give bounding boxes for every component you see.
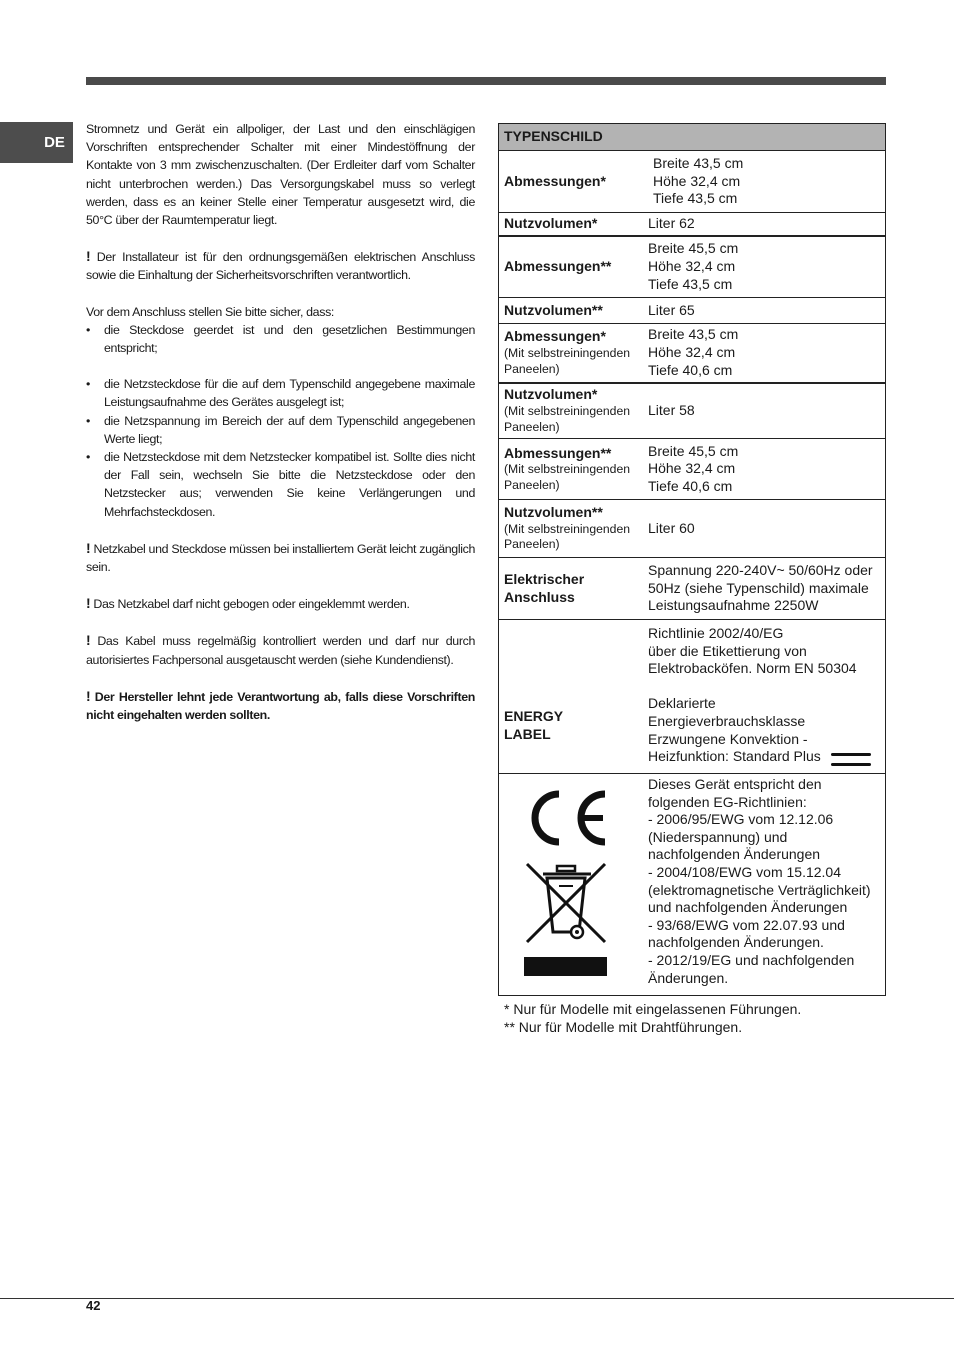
typenschild-table: [498, 123, 886, 996]
table-row: Abmessungen** Breite 45,5 cm Höhe 32,4 cm Tiefe 43,5 cm: [499, 236, 886, 298]
warning-mark: !: [86, 632, 91, 649]
list-item: • die Netzspannung im Bereich der auf dem Typenschild angegebenen Werte liegt;: [86, 412, 475, 448]
warning-accessible: ! Netzkabel und Steckdose müssen bei installiertem Gerät leicht zugänglich sein.: [86, 539, 476, 575]
warning-installer: ! Der Installateur ist für den ordnungsgemäßen elektrischen Anschluss sowie die Einhaltung der Sicherheitsvorschriften verantwortlich.: [86, 248, 476, 283]
list-item: • die Netzsteckdose mit dem Netzstecker kompatibel ist. Sollte dies nicht der Fall sein, wechseln Sie bitte die Netzsteckdose oder den Netzstecker aus; verwenden Sie keine Verlängerungen und Mehrfachsteckdosen.: [86, 448, 475, 521]
list-item: • die Netzsteckdose für die auf dem Typenschild angegebene maximale Leistungsaufnahme des Gerätes ausgelegt ist;: [86, 375, 475, 411]
list-item: • die Steckdose geerdet ist und den gesetzlichen Bestimmungen entspricht;: [86, 321, 475, 357]
check-list: [86, 321, 475, 357]
table-row: Nutzvolumen* Liter 62: [499, 213, 886, 236]
table-row: Nutzvolumen** (Mit selbstreiningenden Paneelen) Liter 60: [499, 500, 886, 558]
header-rule: [86, 77, 886, 85]
heating-bars-icon: [831, 746, 871, 766]
warning-mark: !: [86, 687, 91, 704]
check-list-2: [86, 375, 475, 521]
ce-mark-icon: [521, 788, 611, 848]
table-row: Abmessungen* Breite 43,5 cm Höhe 32,4 cm Tiefe 43,5 cm: [499, 151, 886, 213]
footer-rule: [0, 1298, 954, 1299]
crossed-bin-icon: [521, 860, 611, 946]
intro-paragraph: Stromnetz und Gerät ein allpoliger, der Last und den einschlägigen Vorschriften entsprechender Schalter mit einer Mindestöffnung der Kontakte von 3 mm zwischenzuschalten. (Der Erdleiter darf vom Schalter nicht unterbrochen werden.) Das Versorgungskabel muss so verlegt werden, dass es an keiner Stelle einer Temperatur ausgesetzt wird, die 50°C über der Raumtemperatur liegt.: [86, 122, 475, 228]
table-row: Nutzvolumen** Liter 65: [499, 298, 886, 324]
warning-mark: !: [86, 248, 91, 265]
table-row: Dieses Gerät entspricht den folgenden EG-Richtlinien: - 2006/95/EWG vom 12.12.06 (Niederspannung) und nachfolgenden Änderungen - 2004/108/EWG vom 15.12.04 (elektromagnetische Verträglichkeit) und nachfolgenden Änderungen - 93/68/EWG vom 22.07.93 und nachfolgenden Änderungen. - 2012/19/EG und nachfolgenden Änderungen.: [499, 774, 886, 996]
table-header: TYPENSCHILD: [499, 124, 886, 151]
warning-liability: ! Der Hersteller lehnt jede Verantwortung ab, falls diese Vorschriften nicht eingehalten werden sollten.: [86, 687, 475, 723]
table-row: Nutzvolumen* (Mit selbstreiningenden Paneelen) Liter 58: [499, 383, 886, 439]
check-intro: Vor dem Anschluss stellen Sie bitte sicher, dass:: [86, 304, 335, 319]
warning-bent-cable: ! Das Netzkabel darf nicht gebogen oder eingeklemmt werden.: [86, 595, 410, 612]
footnote-single: * Nur für Modelle mit eingelassenen Führungen.: [504, 1001, 802, 1017]
black-bar: [524, 957, 607, 976]
warning-mark: !: [86, 595, 91, 612]
language-tab: DE: [0, 122, 73, 163]
table-row: Elektrischer Anschluss Spannung 220-240V~ 50/60Hz oder 50Hz (siehe Typenschild) maximale Leistungsaufnahme 2250W: [499, 558, 886, 620]
page-number: 42: [86, 1298, 101, 1313]
warning-inspection: ! Das Kabel muss regelmäßig kontrolliert werden und darf nur durch autorisiertes Fachpersonal ausgetauscht werden (siehe Kundendienst).: [86, 632, 475, 667]
warning-mark: !: [86, 539, 91, 556]
footnotes: [504, 1001, 801, 1036]
table-row: Abmessungen** (Mit selbstreiningenden Paneelen) Breite 45,5 cm Höhe 32,4 cm Tiefe 40,6 cm: [499, 439, 886, 500]
footnote-double: ** Nur für Modelle mit Drahtführungen.: [504, 1018, 743, 1035]
table-row: Abmessungen* (Mit selbstreiningenden Paneelen) Breite 43,5 cm Höhe 32,4 cm Tiefe 40,6 cm: [499, 324, 886, 383]
table-row: ENERGY LABEL Richtlinie 2002/40/EG über die Etikettierung von Elektrobacköfen. Norm EN 50304 Deklarierte Energieverbrauchsklasse Erzwungene Konvektion - Heizfunktion: Standard Plus: [499, 620, 886, 774]
installation-instructions: [86, 120, 475, 724]
